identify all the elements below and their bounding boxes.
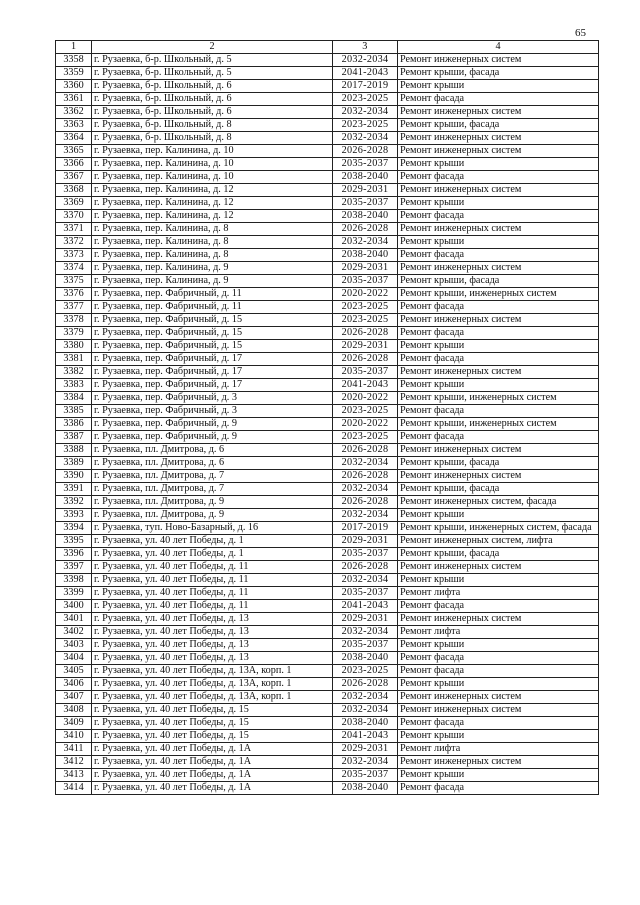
work-type-cell: Ремонт крыши <box>398 379 599 392</box>
work-type-cell: Ремонт инженерных систем <box>398 132 599 145</box>
row-number-cell: 3402 <box>56 626 92 639</box>
work-type-cell: Ремонт крыши, инженерных систем <box>398 392 599 405</box>
row-number-cell: 3400 <box>56 600 92 613</box>
row-number-cell: 3412 <box>56 756 92 769</box>
table-row <box>56 54 599 67</box>
address-cell: г. Рузаевка, пер. Калинина, д. 9 <box>92 275 333 288</box>
work-type-cell: Ремонт фасада <box>398 652 599 665</box>
period-cell: 2026-2028 <box>333 327 398 340</box>
table-row <box>56 522 599 535</box>
work-type-cell: Ремонт крыши, фасада <box>398 119 599 132</box>
period-cell: 2038-2040 <box>333 210 398 223</box>
address-cell: г. Рузаевка, б-р. Школьный, д. 6 <box>92 80 333 93</box>
row-number-cell: 3374 <box>56 262 92 275</box>
work-type-cell: Ремонт инженерных систем <box>398 184 599 197</box>
address-cell: г. Рузаевка, ул. 40 лет Победы, д. 13 <box>92 626 333 639</box>
table-row <box>56 548 599 561</box>
address-cell: г. Рузаевка, б-р. Школьный, д. 5 <box>92 54 333 67</box>
table-row <box>56 652 599 665</box>
address-cell: г. Рузаевка, ул. 40 лет Победы, д. 15 <box>92 704 333 717</box>
row-number-cell: 3378 <box>56 314 92 327</box>
period-cell: 2035-2037 <box>333 587 398 600</box>
row-number-cell: 3385 <box>56 405 92 418</box>
work-type-cell: Ремонт крыши, фасада <box>398 275 599 288</box>
work-type-cell: Ремонт крыши, инженерных систем <box>398 288 599 301</box>
table-row <box>56 639 599 652</box>
table-row <box>56 587 599 600</box>
address-cell: г. Рузаевка, ул. 40 лет Победы, д. 1А <box>92 743 333 756</box>
work-type-cell: Ремонт крыши <box>398 197 599 210</box>
period-cell: 2026-2028 <box>333 470 398 483</box>
address-cell: г. Рузаевка, б-р. Школьный, д. 6 <box>92 106 333 119</box>
row-number-cell: 3362 <box>56 106 92 119</box>
period-cell: 2026-2028 <box>333 496 398 509</box>
table-row <box>56 769 599 782</box>
address-cell: г. Рузаевка, пл. Дмитрова, д. 7 <box>92 470 333 483</box>
period-cell: 2023-2025 <box>333 301 398 314</box>
column-header-1: 1 <box>56 41 92 54</box>
row-number-cell: 3390 <box>56 470 92 483</box>
table-row <box>56 145 599 158</box>
work-type-cell: Ремонт инженерных систем <box>398 444 599 457</box>
period-cell: 2041-2043 <box>333 730 398 743</box>
period-cell: 2035-2037 <box>333 548 398 561</box>
address-cell: г. Рузаевка, пер. Калинина, д. 10 <box>92 171 333 184</box>
table-row <box>56 782 599 795</box>
period-cell: 2029-2031 <box>333 535 398 548</box>
table-row <box>56 327 599 340</box>
address-cell: г. Рузаевка, пл. Дмитрова, д. 9 <box>92 509 333 522</box>
table-row <box>56 80 599 93</box>
address-cell: г. Рузаевка, туп. Ново-Базарный, д. 16 <box>92 522 333 535</box>
work-type-cell: Ремонт лифта <box>398 626 599 639</box>
table-row <box>56 275 599 288</box>
row-number-cell: 3382 <box>56 366 92 379</box>
address-cell: г. Рузаевка, пер. Фабричный, д. 15 <box>92 340 333 353</box>
table-row <box>56 249 599 262</box>
work-type-cell: Ремонт фасада <box>398 665 599 678</box>
repair-schedule-table <box>55 40 599 795</box>
work-type-cell: Ремонт крыши <box>398 80 599 93</box>
period-cell: 2032-2034 <box>333 704 398 717</box>
table-row <box>56 210 599 223</box>
period-cell: 2026-2028 <box>333 353 398 366</box>
period-cell: 2026-2028 <box>333 223 398 236</box>
period-cell: 2035-2037 <box>333 769 398 782</box>
table-row <box>56 262 599 275</box>
table-row <box>56 236 599 249</box>
period-cell: 2032-2034 <box>333 132 398 145</box>
row-number-cell: 3403 <box>56 639 92 652</box>
work-type-cell: Ремонт крыши, инженерных систем <box>398 418 599 431</box>
row-number-cell: 3384 <box>56 392 92 405</box>
address-cell: г. Рузаевка, б-р. Школьный, д. 8 <box>92 119 333 132</box>
work-type-cell: Ремонт крыши <box>398 158 599 171</box>
row-number-cell: 3398 <box>56 574 92 587</box>
work-type-cell: Ремонт инженерных систем <box>398 561 599 574</box>
period-cell: 2023-2025 <box>333 119 398 132</box>
table-row <box>56 197 599 210</box>
table-row <box>56 496 599 509</box>
table-row <box>56 67 599 80</box>
table-row <box>56 379 599 392</box>
address-cell: г. Рузаевка, ул. 40 лет Победы, д. 13 <box>92 639 333 652</box>
table-row <box>56 691 599 704</box>
work-type-cell: Ремонт инженерных систем <box>398 691 599 704</box>
table-row <box>56 106 599 119</box>
table-body <box>56 54 599 795</box>
period-cell: 2026-2028 <box>333 678 398 691</box>
work-type-cell: Ремонт фасада <box>398 301 599 314</box>
address-cell: г. Рузаевка, пер. Калинина, д. 10 <box>92 145 333 158</box>
period-cell: 2035-2037 <box>333 366 398 379</box>
address-cell: г. Рузаевка, ул. 40 лет Победы, д. 11 <box>92 587 333 600</box>
row-number-cell: 3414 <box>56 782 92 795</box>
work-type-cell: Ремонт инженерных систем <box>398 106 599 119</box>
work-type-cell: Ремонт фасада <box>398 353 599 366</box>
table-row <box>56 704 599 717</box>
work-type-cell: Ремонт фасада <box>398 210 599 223</box>
address-cell: г. Рузаевка, б-р. Школьный, д. 6 <box>92 93 333 106</box>
row-number-cell: 3367 <box>56 171 92 184</box>
work-type-cell: Ремонт инженерных систем <box>398 756 599 769</box>
period-cell: 2038-2040 <box>333 652 398 665</box>
period-cell: 2032-2034 <box>333 483 398 496</box>
address-cell: г. Рузаевка, ул. 40 лет Победы, д. 13 <box>92 652 333 665</box>
work-type-cell: Ремонт инженерных систем <box>398 470 599 483</box>
work-type-cell: Ремонт крыши, фасада <box>398 457 599 470</box>
period-cell: 2035-2037 <box>333 275 398 288</box>
work-type-cell: Ремонт инженерных систем <box>398 54 599 67</box>
period-cell: 2038-2040 <box>333 717 398 730</box>
row-number-cell: 3397 <box>56 561 92 574</box>
row-number-cell: 3371 <box>56 223 92 236</box>
table-row <box>56 132 599 145</box>
row-number-cell: 3376 <box>56 288 92 301</box>
row-number-cell: 3377 <box>56 301 92 314</box>
work-type-cell: Ремонт фасада <box>398 405 599 418</box>
row-number-cell: 3366 <box>56 158 92 171</box>
address-cell: г. Рузаевка, б-р. Школьный, д. 5 <box>92 67 333 80</box>
table-row <box>56 574 599 587</box>
row-number-cell: 3364 <box>56 132 92 145</box>
row-number-cell: 3369 <box>56 197 92 210</box>
column-header-3: 3 <box>333 41 398 54</box>
row-number-cell: 3404 <box>56 652 92 665</box>
period-cell: 2023-2025 <box>333 93 398 106</box>
period-cell: 2035-2037 <box>333 197 398 210</box>
row-number-cell: 3386 <box>56 418 92 431</box>
period-cell: 2038-2040 <box>333 171 398 184</box>
table-row <box>56 457 599 470</box>
page-number: 65 <box>575 27 586 39</box>
period-cell: 2029-2031 <box>333 262 398 275</box>
row-number-cell: 3383 <box>56 379 92 392</box>
table-row <box>56 483 599 496</box>
table-header-row <box>56 41 599 54</box>
work-type-cell: Ремонт инженерных систем, лифта <box>398 535 599 548</box>
period-cell: 2032-2034 <box>333 54 398 67</box>
row-number-cell: 3396 <box>56 548 92 561</box>
address-cell: г. Рузаевка, пл. Дмитрова, д. 9 <box>92 496 333 509</box>
work-type-cell: Ремонт фасада <box>398 431 599 444</box>
table-row <box>56 340 599 353</box>
row-number-cell: 3381 <box>56 353 92 366</box>
row-number-cell: 3406 <box>56 678 92 691</box>
row-number-cell: 3389 <box>56 457 92 470</box>
row-number-cell: 3392 <box>56 496 92 509</box>
row-number-cell: 3372 <box>56 236 92 249</box>
period-cell: 2023-2025 <box>333 431 398 444</box>
table-row <box>56 366 599 379</box>
table-row <box>56 288 599 301</box>
address-cell: г. Рузаевка, пер. Фабричный, д. 9 <box>92 418 333 431</box>
work-type-cell: Ремонт фасада <box>398 600 599 613</box>
address-cell: г. Рузаевка, пер. Калинина, д. 9 <box>92 262 333 275</box>
table-row <box>56 665 599 678</box>
address-cell: г. Рузаевка, ул. 40 лет Победы, д. 1 <box>92 535 333 548</box>
table-row <box>56 353 599 366</box>
table-row <box>56 613 599 626</box>
period-cell: 2032-2034 <box>333 509 398 522</box>
work-type-cell: Ремонт крыши <box>398 236 599 249</box>
address-cell: г. Рузаевка, ул. 40 лет Победы, д. 1А <box>92 756 333 769</box>
work-type-cell: Ремонт инженерных систем <box>398 366 599 379</box>
address-cell: г. Рузаевка, пер. Фабричный, д. 9 <box>92 431 333 444</box>
address-cell: г. Рузаевка, ул. 40 лет Победы, д. 11 <box>92 574 333 587</box>
table-row <box>56 743 599 756</box>
period-cell: 2020-2022 <box>333 392 398 405</box>
table-row <box>56 600 599 613</box>
address-cell: г. Рузаевка, пер. Фабричный, д. 3 <box>92 405 333 418</box>
table-row <box>56 405 599 418</box>
address-cell: г. Рузаевка, ул. 40 лет Победы, д. 13 <box>92 613 333 626</box>
column-header-4: 4 <box>398 41 599 54</box>
work-type-cell: Ремонт крыши, фасада <box>398 483 599 496</box>
period-cell: 2020-2022 <box>333 418 398 431</box>
table-row <box>56 535 599 548</box>
table-row <box>56 171 599 184</box>
address-cell: г. Рузаевка, пер. Калинина, д. 8 <box>92 223 333 236</box>
address-cell: г. Рузаевка, ул. 40 лет Победы, д. 13А, корп. 1 <box>92 678 333 691</box>
period-cell: 2026-2028 <box>333 145 398 158</box>
address-cell: г. Рузаевка, ул. 40 лет Победы, д. 13А, корп. 1 <box>92 665 333 678</box>
table-row <box>56 392 599 405</box>
table-row <box>56 730 599 743</box>
table-row <box>56 119 599 132</box>
address-cell: г. Рузаевка, пер. Фабричный, д. 17 <box>92 366 333 379</box>
work-type-cell: Ремонт крыши <box>398 678 599 691</box>
row-number-cell: 3361 <box>56 93 92 106</box>
table-row <box>56 756 599 769</box>
address-cell: г. Рузаевка, пер. Фабричный, д. 15 <box>92 314 333 327</box>
period-cell: 2026-2028 <box>333 561 398 574</box>
table-row <box>56 158 599 171</box>
table-row <box>56 717 599 730</box>
row-number-cell: 3373 <box>56 249 92 262</box>
address-cell: г. Рузаевка, ул. 40 лет Победы, д. 1 <box>92 548 333 561</box>
address-cell: г. Рузаевка, пер. Калинина, д. 10 <box>92 158 333 171</box>
work-type-cell: Ремонт инженерных систем <box>398 613 599 626</box>
table-row <box>56 561 599 574</box>
row-number-cell: 3387 <box>56 431 92 444</box>
address-cell: г. Рузаевка, пер. Фабричный, д. 15 <box>92 327 333 340</box>
row-number-cell: 3388 <box>56 444 92 457</box>
period-cell: 2017-2019 <box>333 522 398 535</box>
period-cell: 2032-2034 <box>333 457 398 470</box>
period-cell: 2023-2025 <box>333 314 398 327</box>
address-cell: г. Рузаевка, пл. Дмитрова, д. 6 <box>92 457 333 470</box>
period-cell: 2032-2034 <box>333 756 398 769</box>
row-number-cell: 3408 <box>56 704 92 717</box>
work-type-cell: Ремонт крыши, фасада <box>398 548 599 561</box>
address-cell: г. Рузаевка, пл. Дмитрова, д. 6 <box>92 444 333 457</box>
period-cell: 2032-2034 <box>333 106 398 119</box>
period-cell: 2038-2040 <box>333 249 398 262</box>
table-row <box>56 470 599 483</box>
row-number-cell: 3365 <box>56 145 92 158</box>
address-cell: г. Рузаевка, пер. Калинина, д. 12 <box>92 184 333 197</box>
address-cell: г. Рузаевка, ул. 40 лет Победы, д. 11 <box>92 561 333 574</box>
work-type-cell: Ремонт крыши, фасада <box>398 67 599 80</box>
row-number-cell: 3363 <box>56 119 92 132</box>
row-number-cell: 3360 <box>56 80 92 93</box>
work-type-cell: Ремонт крыши, инженерных систем, фасада <box>398 522 599 535</box>
address-cell: г. Рузаевка, б-р. Школьный, д. 8 <box>92 132 333 145</box>
work-type-cell: Ремонт инженерных систем <box>398 704 599 717</box>
work-type-cell: Ремонт крыши <box>398 769 599 782</box>
row-number-cell: 3401 <box>56 613 92 626</box>
table-row <box>56 301 599 314</box>
work-type-cell: Ремонт фасада <box>398 327 599 340</box>
table-row <box>56 184 599 197</box>
row-number-cell: 3375 <box>56 275 92 288</box>
table-row <box>56 431 599 444</box>
period-cell: 2041-2043 <box>333 600 398 613</box>
period-cell: 2017-2019 <box>333 80 398 93</box>
row-number-cell: 3368 <box>56 184 92 197</box>
address-cell: г. Рузаевка, пер. Фабричный, д. 11 <box>92 301 333 314</box>
work-type-cell: Ремонт крыши <box>398 639 599 652</box>
work-type-cell: Ремонт крыши <box>398 574 599 587</box>
work-type-cell: Ремонт крыши <box>398 730 599 743</box>
work-type-cell: Ремонт инженерных систем, фасада <box>398 496 599 509</box>
address-cell: г. Рузаевка, ул. 40 лет Победы, д. 15 <box>92 730 333 743</box>
period-cell: 2029-2031 <box>333 184 398 197</box>
row-number-cell: 3411 <box>56 743 92 756</box>
work-type-cell: Ремонт фасада <box>398 171 599 184</box>
work-type-cell: Ремонт лифта <box>398 743 599 756</box>
row-number-cell: 3393 <box>56 509 92 522</box>
address-cell: г. Рузаевка, пер. Фабричный, д. 17 <box>92 353 333 366</box>
address-cell: г. Рузаевка, пл. Дмитрова, д. 7 <box>92 483 333 496</box>
period-cell: 2038-2040 <box>333 782 398 795</box>
row-number-cell: 3410 <box>56 730 92 743</box>
row-number-cell: 3407 <box>56 691 92 704</box>
address-cell: г. Рузаевка, пер. Калинина, д. 12 <box>92 210 333 223</box>
work-type-cell: Ремонт фасада <box>398 717 599 730</box>
table-row <box>56 626 599 639</box>
address-cell: г. Рузаевка, ул. 40 лет Победы, д. 13А, корп. 1 <box>92 691 333 704</box>
work-type-cell: Ремонт крыши <box>398 340 599 353</box>
table-row <box>56 314 599 327</box>
address-cell: г. Рузаевка, пер. Фабричный, д. 3 <box>92 392 333 405</box>
table-row <box>56 93 599 106</box>
period-cell: 2023-2025 <box>333 665 398 678</box>
row-number-cell: 3380 <box>56 340 92 353</box>
work-type-cell: Ремонт инженерных систем <box>398 262 599 275</box>
address-cell: г. Рузаевка, пер. Фабричный, д. 11 <box>92 288 333 301</box>
period-cell: 2029-2031 <box>333 340 398 353</box>
row-number-cell: 3413 <box>56 769 92 782</box>
row-number-cell: 3399 <box>56 587 92 600</box>
row-number-cell: 3359 <box>56 67 92 80</box>
table-row <box>56 444 599 457</box>
address-cell: г. Рузаевка, ул. 40 лет Победы, д. 1А <box>92 782 333 795</box>
work-type-cell: Ремонт фасада <box>398 782 599 795</box>
row-number-cell: 3391 <box>56 483 92 496</box>
table-row <box>56 223 599 236</box>
period-cell: 2035-2037 <box>333 158 398 171</box>
row-number-cell: 3370 <box>56 210 92 223</box>
row-number-cell: 3379 <box>56 327 92 340</box>
work-type-cell: Ремонт инженерных систем <box>398 145 599 158</box>
work-type-cell: Ремонт инженерных систем <box>398 314 599 327</box>
work-type-cell: Ремонт фасада <box>398 249 599 262</box>
period-cell: 2032-2034 <box>333 691 398 704</box>
period-cell: 2041-2043 <box>333 67 398 80</box>
row-number-cell: 3409 <box>56 717 92 730</box>
address-cell: г. Рузаевка, пер. Калинина, д. 8 <box>92 236 333 249</box>
work-type-cell: Ремонт лифта <box>398 587 599 600</box>
period-cell: 2035-2037 <box>333 639 398 652</box>
period-cell: 2029-2031 <box>333 743 398 756</box>
address-cell: г. Рузаевка, пер. Фабричный, д. 17 <box>92 379 333 392</box>
work-type-cell: Ремонт фасада <box>398 93 599 106</box>
table-row <box>56 418 599 431</box>
period-cell: 2020-2022 <box>333 288 398 301</box>
row-number-cell: 3405 <box>56 665 92 678</box>
row-number-cell: 3358 <box>56 54 92 67</box>
work-type-cell: Ремонт крыши <box>398 509 599 522</box>
table-row <box>56 678 599 691</box>
period-cell: 2032-2034 <box>333 574 398 587</box>
row-number-cell: 3395 <box>56 535 92 548</box>
address-cell: г. Рузаевка, ул. 40 лет Победы, д. 11 <box>92 600 333 613</box>
address-cell: г. Рузаевка, ул. 40 лет Победы, д. 1А <box>92 769 333 782</box>
period-cell: 2023-2025 <box>333 405 398 418</box>
address-cell: г. Рузаевка, пер. Калинина, д. 8 <box>92 249 333 262</box>
period-cell: 2032-2034 <box>333 626 398 639</box>
work-type-cell: Ремонт инженерных систем <box>398 223 599 236</box>
column-header-2: 2 <box>92 41 333 54</box>
period-cell: 2032-2034 <box>333 236 398 249</box>
period-cell: 2026-2028 <box>333 444 398 457</box>
period-cell: 2041-2043 <box>333 379 398 392</box>
row-number-cell: 3394 <box>56 522 92 535</box>
table-row <box>56 509 599 522</box>
period-cell: 2029-2031 <box>333 613 398 626</box>
address-cell: г. Рузаевка, ул. 40 лет Победы, д. 15 <box>92 717 333 730</box>
address-cell: г. Рузаевка, пер. Калинина, д. 12 <box>92 197 333 210</box>
